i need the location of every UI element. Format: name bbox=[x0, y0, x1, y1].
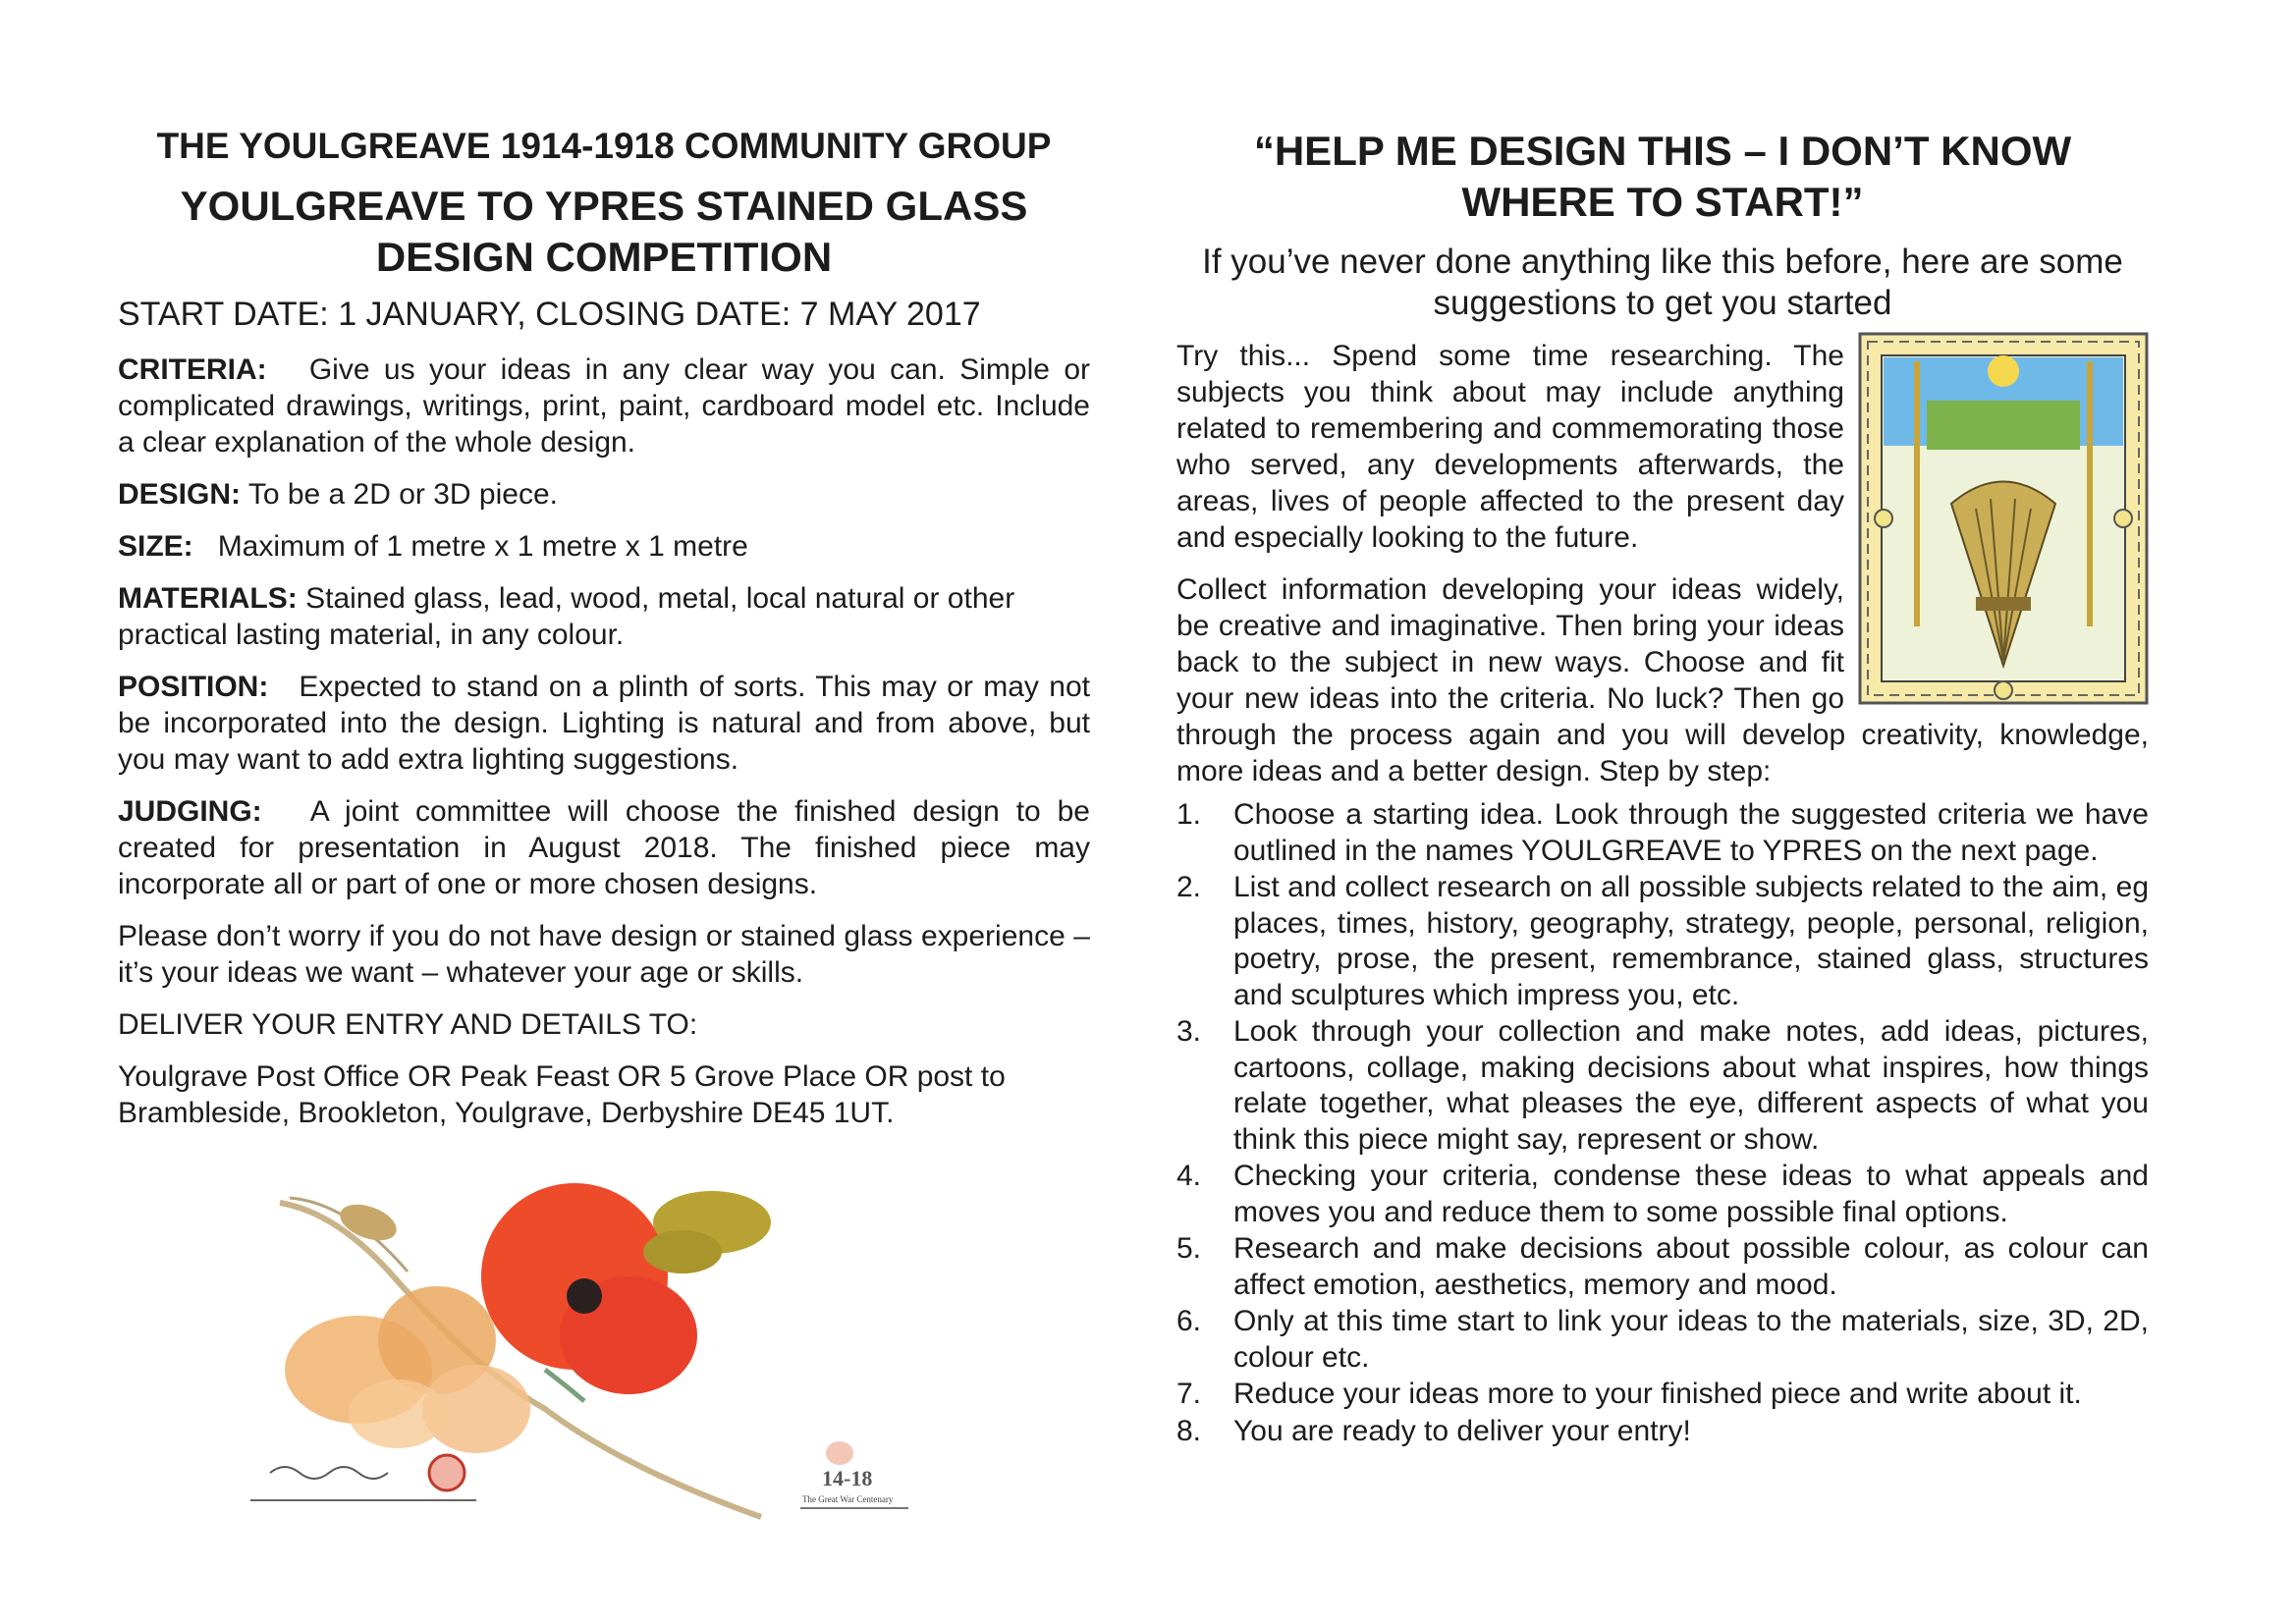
bottom-medallion bbox=[1995, 681, 2012, 699]
competition-dates: START DATE: 1 JANUARY, CLOSING DATE: 7 MAY 2017 bbox=[118, 296, 981, 333]
ribbon-logo bbox=[429, 1455, 465, 1490]
signature-logo bbox=[270, 1467, 388, 1479]
logo-line-left bbox=[250, 1499, 476, 1501]
try-this-paragraph: Try this... Spend some time researching. The subjects you think about may include anything related to remembering and commemorating those who served, any developments afterwards, the areas, lives of people affected to the present day and especially looking to the future. bbox=[1176, 340, 1844, 554]
centenary-poppy-mark bbox=[826, 1441, 853, 1465]
position-text: Expected to stand on a plinth of sorts. This may or may not be incorporated into the design. Lighting is natural and from above, but you may want to add extra lighting suggestions. bbox=[118, 671, 1090, 776]
step-number: 8. bbox=[1176, 1414, 1202, 1447]
bud bbox=[335, 1198, 401, 1248]
left-column bbox=[118, 120, 1090, 1147]
stained-glass-illustration bbox=[1858, 332, 2149, 705]
step-text: Look through your collection and make notes, add ideas, pictures, cartoons, collage, making decisions about what inspires, how things relate together, what pleases the eye, different aspects of what you think this piece might say, represent or show. bbox=[1233, 1015, 2149, 1156]
list-item bbox=[1176, 1304, 2149, 1376]
list-item bbox=[1176, 797, 2149, 869]
collect-paragraph: Collect information developing your ideas widely, be creative and imaginative. Then bring your ideas back to the subject in new ways. Choose and fit your new ideas into the criteria. No luck? Then go through the process again and you will develop creativity, knowledge, more ideas and a better design. Step by step: bbox=[1176, 573, 2149, 787]
corner-medallion-right bbox=[2114, 510, 2132, 527]
help-title: “HELP ME DESIGN THIS – I DON’T KNOW WHERE TO START!” bbox=[1253, 128, 2072, 225]
judging-section bbox=[118, 793, 1090, 902]
step-text: Checking your criteria, condense these ideas to what appeals and moves you and reduce them to some possible final options. bbox=[1233, 1160, 2149, 1228]
steps-list bbox=[1176, 797, 2149, 1449]
design-text: To be a 2D or 3D piece. bbox=[247, 478, 558, 511]
step-text: Choose a starting idea. Look through the suggested criteria we have outlined in the names YOULGREAVE to YPRES on the next page. bbox=[1233, 798, 2149, 867]
step-text: Only at this time start to link your ideas to the materials, size, 3D, 2D, colour etc. bbox=[1233, 1305, 2149, 1374]
step-number: 2. bbox=[1176, 871, 1202, 903]
step-number: 5. bbox=[1176, 1232, 1202, 1265]
step-text: You are ready to deliver your entry! bbox=[1233, 1414, 1691, 1447]
materials-text: Stained glass, lead, wood, metal, local natural or other practical lasting material, in any colour. bbox=[118, 582, 1015, 651]
field-panel bbox=[1927, 401, 2080, 450]
step-number: 7. bbox=[1176, 1378, 1202, 1410]
design-section bbox=[118, 476, 1090, 513]
materials-section bbox=[118, 580, 1090, 653]
list-item bbox=[1176, 1231, 2149, 1303]
step-number: 4. bbox=[1176, 1160, 1202, 1192]
reassurance-text: Please don’t worry if you do not have design or stained glass experience – it’s your ideas we want – whatever your age or skills. bbox=[118, 920, 1090, 989]
size-label: SIZE: bbox=[118, 530, 193, 563]
right-column bbox=[1176, 120, 2149, 1450]
competition-title: YOULGREAVE TO YPRES STAINED GLASS DESIGN COMPETITION bbox=[180, 183, 1028, 280]
centenary-logo-number: 14-18 bbox=[822, 1466, 873, 1490]
centenary-logo-caption: The Great War Centenary bbox=[802, 1494, 894, 1504]
list-item bbox=[1176, 870, 2149, 1013]
deliver-heading: DELIVER YOUR ENTRY AND DETAILS TO: bbox=[118, 1008, 698, 1041]
position-label: POSITION: bbox=[118, 671, 269, 703]
size-text: Maximum of 1 metre x 1 metre x 1 metre bbox=[217, 530, 748, 563]
size-section bbox=[118, 528, 1090, 565]
step-number: 6. bbox=[1176, 1305, 1202, 1337]
step-text: Research and make decisions about possible colour, as colour can affect emotion, aesthetics, memory and mood. bbox=[1233, 1232, 2149, 1301]
deliver-address: Youlgrave Post Office OR Peak Feast OR 5 Grove Place OR post to Brambleside, Brookleton, Youlgrave, Derbyshire DE45 1UT. bbox=[118, 1060, 1006, 1129]
design-label: DESIGN: bbox=[118, 478, 242, 511]
step-text: Reduce your ideas more to your finished piece and write about it. bbox=[1233, 1378, 2082, 1410]
judging-label: JUDGING: bbox=[118, 795, 262, 828]
step-text: List and collect research on all possible subjects related to the aim, eg places, times, history, geography, strategy, people, personal, religion, poetry, prose, the present, remembrance, stained glass, structures and sculptures which impress you, etc. bbox=[1233, 871, 2149, 1011]
list-item bbox=[1176, 1414, 2149, 1450]
criteria-label: CRITERIA: bbox=[118, 353, 267, 386]
list-item bbox=[1176, 1377, 2149, 1413]
organisation-heading: THE YOULGREAVE 1914-1918 COMMUNITY GROUP bbox=[156, 126, 1052, 166]
list-item bbox=[1176, 1014, 2149, 1158]
poppy-illustration bbox=[250, 1173, 957, 1527]
help-subtitle: If you’ve never done anything like this before, here are some suggestions to get you started bbox=[1202, 243, 2123, 322]
step-number: 3. bbox=[1176, 1015, 1202, 1048]
criteria-text: Give us your ideas in any clear way you can. Simple or complicated drawings, writings, print, paint, cardboard model etc. Include a clear explanation of the whole design. bbox=[118, 353, 1090, 459]
materials-label: MATERIALS: bbox=[118, 582, 298, 615]
criteria-section bbox=[118, 352, 1090, 460]
step-number: 1. bbox=[1176, 798, 1202, 831]
sun bbox=[1988, 355, 2019, 387]
list-item bbox=[1176, 1159, 2149, 1230]
judging-text: A joint committee will choose the finished design to be created for presentation in August 2018. The finished piece may incorporate all or part of one or more chosen designs. bbox=[118, 795, 1090, 900]
logo-line-right bbox=[800, 1507, 908, 1509]
corner-medallion-left bbox=[1875, 510, 1892, 527]
position-section bbox=[118, 669, 1090, 778]
oak-leaves bbox=[643, 1191, 771, 1273]
